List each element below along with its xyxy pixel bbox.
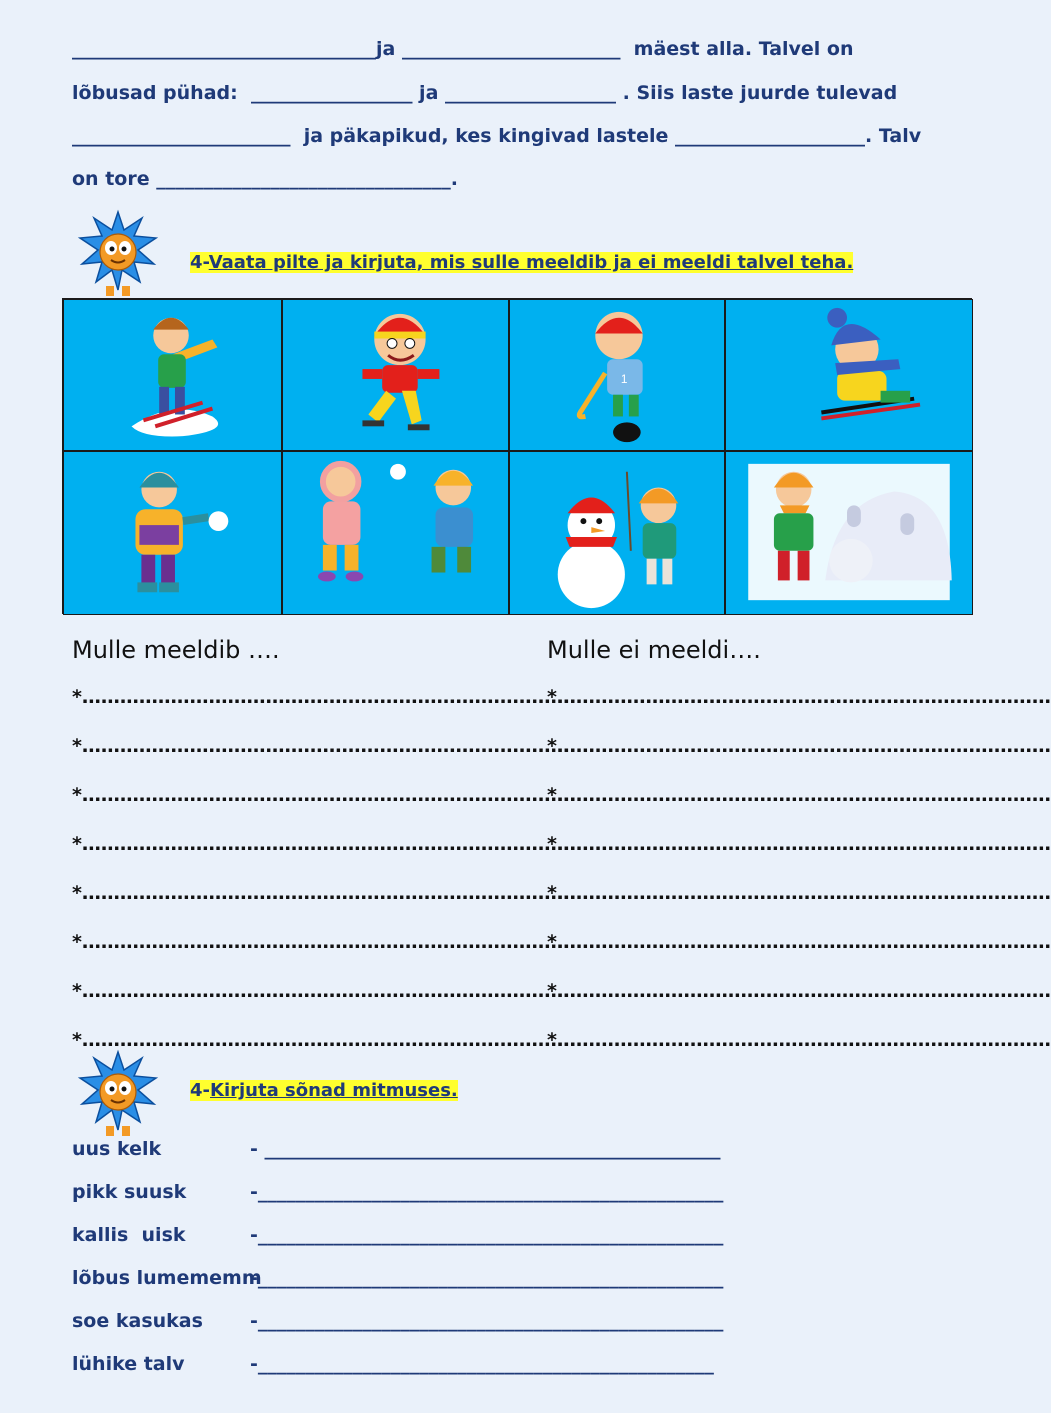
paragraph-line-1[interactable]: ________________________________ja _______________________ mäest alla. Talvel on — [72, 38, 854, 60]
likes-line[interactable]: *…………………………………………………………………… — [72, 931, 576, 953]
likes-line[interactable]: *…………………………………………………………………… — [72, 980, 576, 1002]
likes-line[interactable]: *…………………………………………………………………… — [72, 686, 576, 708]
likes-line[interactable]: *…………………………………………………………………… — [72, 1029, 576, 1051]
plural-answer-line[interactable]: -________________________________________________ — [250, 1353, 714, 1375]
task-title-likes — [190, 252, 853, 273]
snowflake-mascot-icon — [78, 210, 158, 302]
plural-word: lõbus lumememm — [72, 1267, 262, 1289]
skiing-picture — [63, 299, 282, 451]
snow-fort-picture — [725, 451, 973, 615]
dislikes-line[interactable]: *…………………………………………………………………… — [547, 735, 1051, 757]
task-title-plural — [190, 1080, 458, 1101]
paragraph-line-3[interactable]: _______________________ ja päkapikud, kes kingivad lastele ____________________. Talv — [72, 125, 922, 147]
task-number: 4- — [190, 1080, 210, 1101]
task-number: 4- — [190, 252, 209, 273]
dislikes-heading: Mulle ei meeldi…. — [547, 636, 761, 664]
dislikes-line[interactable]: *…………………………………………………………………… — [547, 784, 1051, 806]
likes-line[interactable]: *…………………………………………………………………… — [72, 882, 576, 904]
likes-heading: Mulle meeldib …. — [72, 636, 280, 664]
task-instruction: Kirjuta sõnad mitmuses. — [210, 1080, 458, 1101]
likes-line[interactable]: *…………………………………………………………………… — [72, 833, 576, 855]
paragraph-line-2[interactable]: lõbusad pühad: _________________ ja __________________ . Siis laste juurde tulevad — [72, 82, 898, 104]
dislikes-line[interactable]: *…………………………………………………………………… — [547, 980, 1051, 1002]
snowflake-mascot-icon — [78, 1050, 158, 1142]
dislikes-line[interactable]: *…………………………………………………………………… — [547, 686, 1051, 708]
dislikes-line[interactable]: *…………………………………………………………………… — [547, 1029, 1051, 1051]
plural-answer-line[interactable]: -_________________________________________________ — [250, 1310, 724, 1332]
plural-answer-line[interactable]: - ________________________________________________ — [250, 1138, 721, 1160]
activity-picture-grid — [62, 298, 972, 614]
skating-picture — [282, 299, 509, 451]
playing-in-snow-picture — [282, 451, 509, 615]
dislikes-line[interactable]: *…………………………………………………………………… — [547, 931, 1051, 953]
plural-answer-line[interactable]: -_________________________________________________ — [250, 1224, 724, 1246]
hockey-picture — [509, 299, 725, 451]
sledding-picture — [725, 299, 973, 451]
plural-word: kallis uisk — [72, 1224, 186, 1246]
snowman-picture — [509, 451, 725, 615]
snowball-throw-picture — [63, 451, 282, 615]
paragraph-line-4[interactable]: on tore _______________________________. — [72, 168, 458, 190]
svg-text:1: 1 — [620, 371, 628, 386]
plural-answer-line[interactable]: -_________________________________________________ — [250, 1267, 724, 1289]
plural-word: soe kasukas — [72, 1310, 203, 1332]
dislikes-line[interactable]: *…………………………………………………………………… — [547, 882, 1051, 904]
likes-line[interactable]: *…………………………………………………………………… — [72, 784, 576, 806]
dislikes-line[interactable]: *…………………………………………………………………… — [547, 833, 1051, 855]
likes-line[interactable]: *…………………………………………………………………… — [72, 735, 576, 757]
plural-word: lühike talv — [72, 1353, 185, 1375]
task-instruction: Vaata pilte ja kirjuta, mis sulle meeldib ja ei meeldi talvel teha. — [208, 252, 854, 273]
plural-word: pikk suusk — [72, 1181, 187, 1203]
plural-word: uus kelk — [72, 1138, 162, 1160]
plural-answer-line[interactable]: -_________________________________________________ — [250, 1181, 724, 1203]
